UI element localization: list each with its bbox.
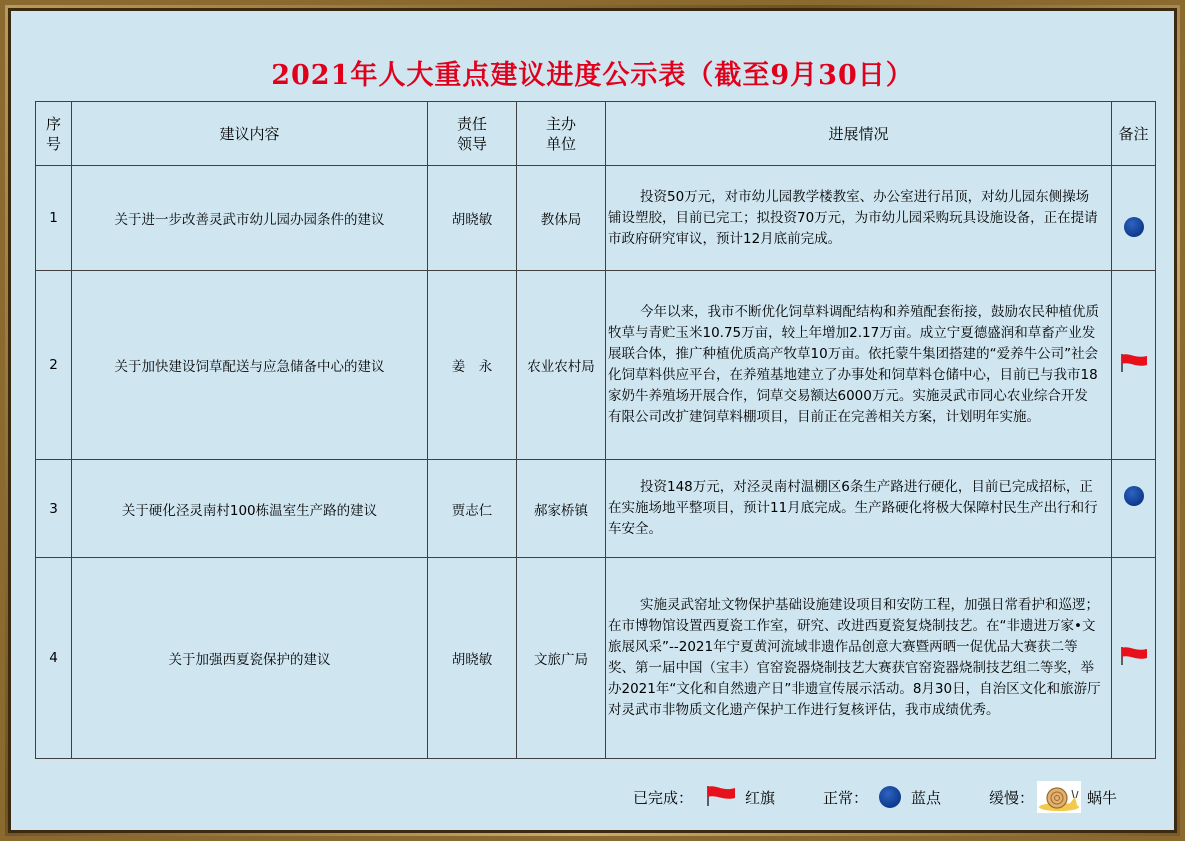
legend-normal-name: 蓝点 (911, 789, 942, 807)
legend-done-label: 已完成： (633, 789, 694, 807)
row-progress-text: 今年以来，我市不断优化饲草料调配结构和养殖配套衔接，鼓励农民种植优质牧草与青贮玉米10.75万亩，较上年增加2.17万亩。成立宁夏德盛润和草畜产业发展联合体，推广种植优质高产牧草10万亩。依托蒙牛集团搭建的“爱养牛公司”社会化饲草料供应平台，在养殖基地建立了办事处和饲草料仓储中心，目前已与我市18家奶牛养殖场开展合作，饲草交易额达6000万元。实施灵武市同心农业综合开发有限公司改扩建饲草料棚项目，目前正在完善相关方案，计划明年实施。 (608, 304, 1099, 425)
row-status (1112, 460, 1156, 558)
row-content: 关于加快建设饲草配送与应急储备中心的建议 (72, 271, 428, 460)
header-remark: 备注 (1112, 102, 1156, 166)
row-content: 关于加强西夏瓷保护的建议 (72, 558, 428, 759)
row-progress-text: 实施灵武窑址文物保护基础设施建设项目和安防工程，加强日常看护和巡逻；在市博物馆设置西夏瓷工作室，研究、改进西夏瓷复烧制技艺。在“非遗进万家•文旅展风采”--2021年宁夏黄河流域非遗作品创意大赛暨两晒一促优品大赛获二等奖、第一届中国（宝丰）官窑瓷器烧制技艺大赛获官窑瓷器烧制技艺组二等奖，举办2021年“文化和自然遗产日”非遗宣传展示活动。8月30日，自治区文化和旅游厅对灵武市非物质文化遗产保护工作进行复核评估，我市成绩优秀。 (608, 597, 1101, 718)
row-status (1112, 558, 1156, 759)
board (8, 8, 1177, 833)
blue-dot-icon (1124, 486, 1144, 506)
row-leader: 胡晓敏 (428, 166, 517, 271)
legend-slow-label: 缓慢： (989, 789, 1035, 807)
header-progress: 进展情况 (606, 102, 1112, 166)
legend-normal-label: 正常： (823, 789, 869, 807)
blue-dot-icon (879, 786, 901, 808)
row-unit: 文旅广局 (517, 558, 606, 759)
table-row (36, 558, 1156, 759)
header-unit-line1: 主办 (545, 114, 576, 133)
legend-slow-name: 蜗牛 (1087, 789, 1118, 807)
row-unit: 农业农村局 (517, 271, 606, 460)
row-progress (606, 166, 1112, 271)
row-seq: 2 (36, 271, 72, 460)
header-leader-line1: 责任 (456, 114, 487, 133)
row-progress (606, 460, 1112, 558)
red-flag-icon (1119, 353, 1149, 373)
table-row (36, 166, 1156, 271)
row-content: 关于硬化泾灵南村100栋温室生产路的建议 (72, 460, 428, 558)
row-leader: 贾志仁 (428, 460, 517, 558)
table-row (36, 271, 1156, 460)
row-seq: 3 (36, 460, 72, 558)
progress-table (35, 101, 1156, 759)
row-status (1112, 271, 1156, 460)
row-unit: 郝家桥镇 (517, 460, 606, 558)
header-content: 建议内容 (72, 102, 428, 166)
red-flag-icon (1119, 646, 1149, 666)
row-progress-text: 投资148万元，对泾灵南村温棚区6条生产路进行硬化，目前已完成招标，正在实施场地平整项目，预计11月底完成。生产路硬化将极大保障村民生产出行和行车安全。 (608, 479, 1098, 537)
header-leader-line2: 领导 (456, 134, 487, 153)
blue-dot-icon (1124, 217, 1144, 237)
row-content: 关于进一步改善灵武市幼儿园办园条件的建议 (72, 166, 428, 271)
row-status (1112, 166, 1156, 271)
table-row (36, 460, 1156, 558)
row-progress-text: 投资50万元，对市幼儿园教学楼教室、办公室进行吊顶，对幼儿园东侧操场铺设塑胶，目前已完工；拟投资70万元，为市幼儿园采购玩具设施设备，正在提请市政府研究审议，预计12月底前完成。 (608, 188, 1098, 247)
row-progress (606, 271, 1112, 460)
table-header-row (36, 102, 1156, 166)
row-leader: 姜 永 (428, 271, 517, 460)
header-seq: 序号 (36, 102, 72, 166)
header-unit-line2: 单位 (545, 134, 576, 153)
header-unit (517, 102, 606, 166)
snail-icon (1037, 781, 1081, 813)
legend (11, 783, 1174, 813)
row-progress (606, 558, 1112, 759)
red-flag-icon (705, 785, 737, 807)
row-seq: 1 (36, 166, 72, 271)
legend-done-name: 红旗 (745, 789, 776, 807)
header-leader (428, 102, 517, 166)
row-seq: 4 (36, 558, 72, 759)
row-leader: 胡晓敏 (428, 558, 517, 759)
row-unit: 教体局 (517, 166, 606, 271)
page-title: 2021年人大重点建议进度公示表（截至9月30日） (271, 60, 914, 91)
